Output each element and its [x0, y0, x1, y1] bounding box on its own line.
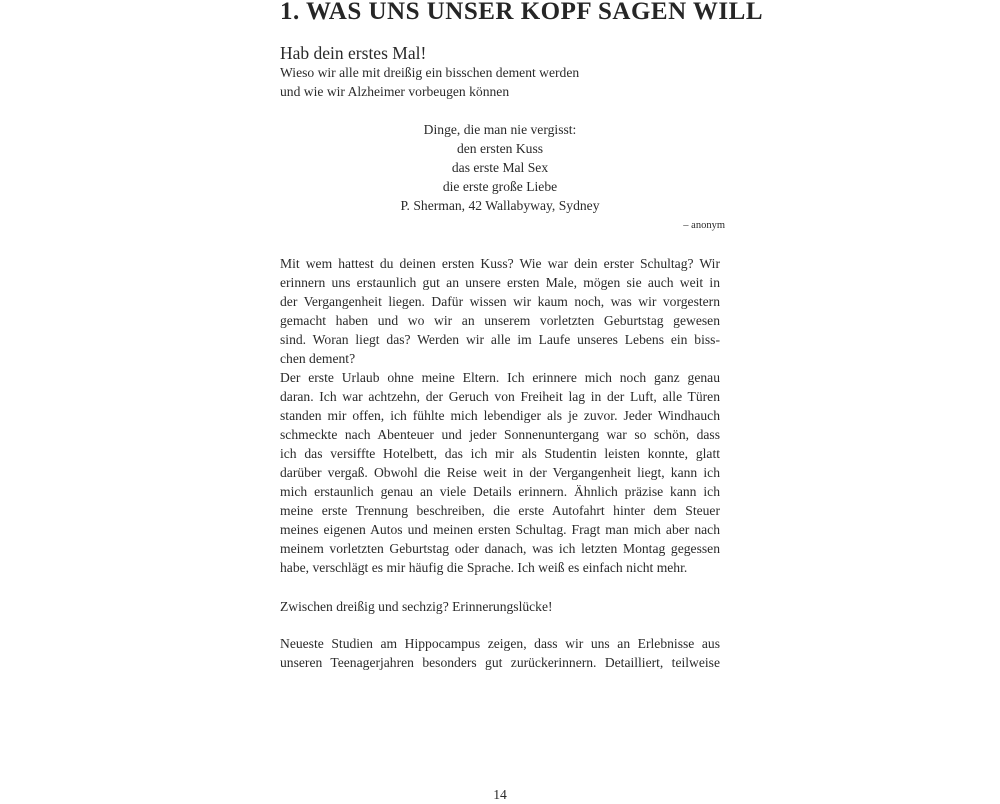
- text-line: chen dement?: [280, 351, 356, 366]
- text-line: standen mir offen, ich fühlte mich lebendiger als je zuvor. Jeder Windhauch: [280, 408, 720, 423]
- text-line: gemacht haben und wo wir an unserem vorletzten Geburtstag gewesen: [280, 313, 720, 328]
- epigraph-line: P. Sherman, 42 Wallabyway, Sydney: [400, 198, 600, 213]
- epigraph-line: den ersten Kuss: [456, 141, 544, 156]
- body-paragraph: [280, 597, 720, 616]
- section-subtitle: [280, 63, 579, 101]
- text-line: der Vergangenheit liegen. Dafür wissen wir kaum noch, was wir vorgestern: [280, 294, 720, 309]
- text-line: ich das versiffte Hotelbett, das ich mir als Studentin leisten konnte, glatt: [280, 446, 720, 461]
- text-line: erinnern uns erstaunlich gut an unsere ersten Male, mögen sie auch weit in: [280, 275, 720, 290]
- text-line: meine erste Trennung beschreiben, die erste Autofahrt hinter dem Steuer: [280, 503, 720, 518]
- epigraph-attribution: – anonym: [683, 220, 725, 231]
- text-line: Neueste Studien am Hippocampus zeigen, dass wir uns an Erlebnisse aus: [280, 636, 720, 651]
- section-heading: Hab dein erstes Mal!: [280, 43, 427, 63]
- text-line: daran. Ich war achtzehn, der Geruch von Freiheit lag in der Luft, alle Türen: [280, 389, 720, 404]
- text-line: meinem vorletzten Geburtstag oder danach, was ich letzten Montag gegessen: [280, 541, 720, 556]
- epigraph-line: Dinge, die man nie vergisst:: [423, 122, 577, 137]
- text-line: schmeckte nach Abenteuer und jeder Sonnenuntergang war so schön, dass: [280, 427, 720, 442]
- text-line: meines eigenen Autos und meinen ersten Schultag. Fragt man mich aber nach: [280, 522, 720, 537]
- epigraph-line: die erste große Liebe: [442, 179, 558, 194]
- text-line: unseren Teenagerjahren besonders gut zurückerinnern. Detailliert, teilweise: [280, 655, 720, 670]
- subtitle-line: und wie wir Alzheimer vorbeugen können: [280, 84, 510, 99]
- text-line: Der erste Urlaub ohne meine Eltern. Ich erinnere mich noch ganz genau: [280, 370, 720, 385]
- epigraph: [280, 120, 720, 215]
- epigraph-line: das erste Mal Sex: [451, 160, 549, 175]
- subtitle-line: Wieso wir alle mit dreißig ein bisschen dement werden: [280, 65, 580, 80]
- text-line: mich erstaunlich genau an viele Details erinnern. Ähnlich präzise kann ich: [280, 484, 720, 499]
- body-paragraph: [280, 254, 720, 577]
- book-page: [280, 0, 764, 802]
- text-line: habe, verschlägt es mir häufig die Sprache. Ich weiß es einfach nicht mehr.: [280, 560, 688, 575]
- text-line: Zwischen dreißig und sechzig? Erinnerungslücke!: [280, 599, 553, 614]
- text-line: Mit wem hattest du deinen ersten Kuss? Wie war dein erster Schultag? Wir: [280, 256, 720, 271]
- text-line: darüber vergaß. Obwohl die Reise weit in der Vergangenheit liegt, kann ich: [280, 465, 720, 480]
- text-line: sind. Woran liegt das? Werden wir alle im Laufe unseres Lebens ein biss-: [280, 332, 720, 347]
- page-number: 14: [493, 787, 507, 802]
- chapter-title: 1. WAS UNS UNSER KOPF SAGEN WILL: [280, 0, 764, 25]
- body-paragraph: [280, 634, 720, 672]
